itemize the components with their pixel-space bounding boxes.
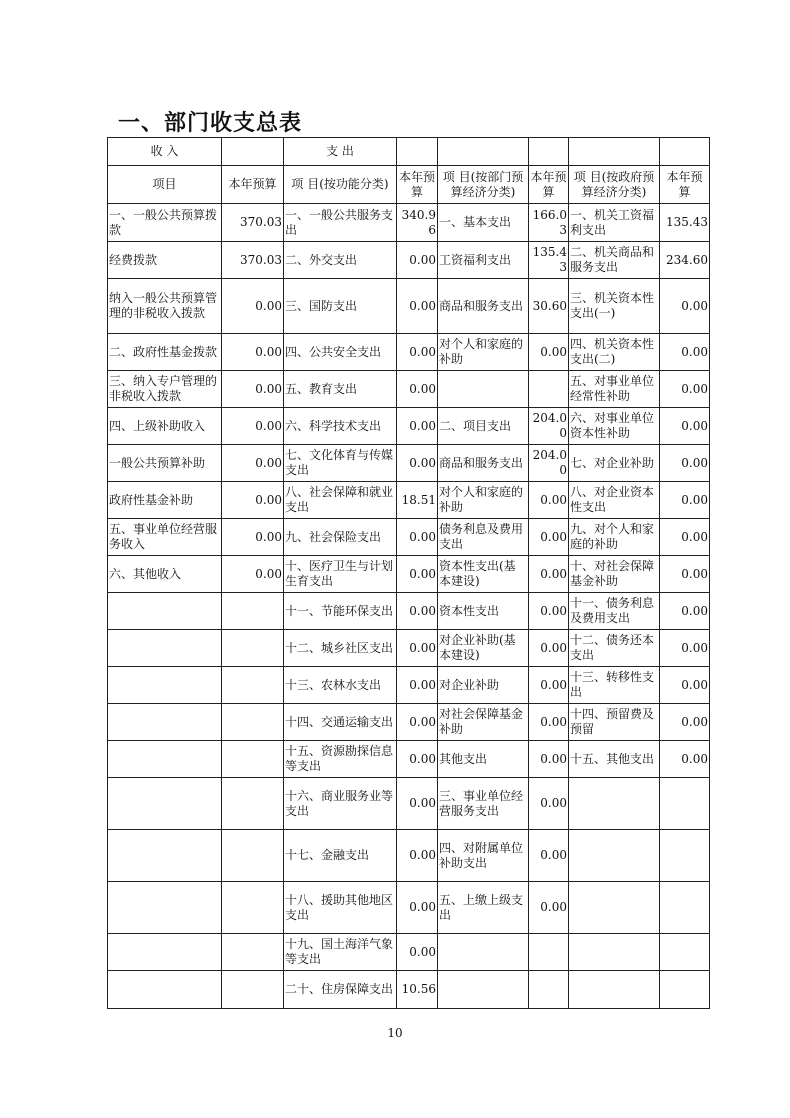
table-row: [108, 934, 710, 971]
item-cell: 十、医疗卫生与计划生育支出: [284, 556, 397, 593]
budget-cell: [222, 667, 284, 704]
item-cell: 政府性基金补助: [108, 482, 222, 519]
budget-cell: [660, 778, 710, 830]
budget-cell: 0.00: [660, 667, 710, 704]
item-cell: [438, 371, 529, 408]
budget-summary-table: [107, 137, 710, 1009]
item-cell: 十二、债务还本支出: [569, 630, 660, 667]
budget-cell: [660, 830, 710, 882]
item-cell: 六、对事业单位资本性补助: [569, 408, 660, 445]
budget-cell: 340.96: [397, 204, 438, 242]
budget-cell: 135.43: [529, 242, 569, 279]
budget-cell: 0.00: [397, 408, 438, 445]
table-row: [108, 556, 710, 593]
table-row: [108, 242, 710, 279]
table-row: [108, 971, 710, 1009]
item-cell: 七、对企业补助: [569, 445, 660, 482]
item-cell: [438, 934, 529, 971]
item-cell: [569, 830, 660, 882]
budget-cell: 0.00: [222, 556, 284, 593]
budget-cell: 0.00: [529, 334, 569, 371]
item-cell: 债务利息及费用支出: [438, 519, 529, 556]
item-cell: 商品和服务支出: [438, 279, 529, 334]
item-cell: 十六、商业服务业等支出: [284, 778, 397, 830]
item-cell: 十三、农林水支出: [284, 667, 397, 704]
item-cell: 四、上级补助收入: [108, 408, 222, 445]
item-cell: 对个人和家庭的补助: [438, 334, 529, 371]
budget-cell: [529, 934, 569, 971]
item-cell: 一、基本支出: [438, 204, 529, 242]
item-cell: 五、上缴上级支出: [438, 882, 529, 934]
item-cell: 八、社会保障和就业支出: [284, 482, 397, 519]
col-func: 项 目(按功能分类): [284, 166, 397, 204]
budget-cell: 0.00: [222, 445, 284, 482]
item-cell: 六、科学技术支出: [284, 408, 397, 445]
item-cell: 五、对事业单位经常性补助: [569, 371, 660, 408]
budget-cell: 30.60: [529, 279, 569, 334]
item-cell: 十一、债务利息及费用支出: [569, 593, 660, 630]
item-cell: 十、对社会保障基金补助: [569, 556, 660, 593]
table-row: [108, 482, 710, 519]
item-cell: 对企业补助(基本建设): [438, 630, 529, 667]
table-row: [108, 882, 710, 934]
budget-cell: [222, 630, 284, 667]
budget-cell: 0.00: [397, 830, 438, 882]
budget-cell: 0.00: [660, 334, 710, 371]
budget-cell: 0.00: [660, 593, 710, 630]
budget-cell: [222, 830, 284, 882]
table-row: [108, 667, 710, 704]
item-cell: [569, 971, 660, 1009]
table-row: [108, 830, 710, 882]
table-row: [108, 519, 710, 556]
item-cell: [108, 741, 222, 778]
item-cell: [569, 882, 660, 934]
item-cell: 十四、预留费及预留: [569, 704, 660, 741]
item-cell: 纳入一般公共预算管理的非税收入拨款: [108, 279, 222, 334]
item-cell: 三、国防支出: [284, 279, 397, 334]
budget-cell: 0.00: [397, 519, 438, 556]
item-cell: [108, 830, 222, 882]
budget-cell: 0.00: [397, 593, 438, 630]
budget-cell: [660, 882, 710, 934]
table-row: [108, 741, 710, 778]
budget-cell: 0.00: [397, 334, 438, 371]
budget-cell: 0.00: [397, 279, 438, 334]
item-cell: 四、公共安全支出: [284, 334, 397, 371]
budget-cell: 0.00: [529, 830, 569, 882]
column-header-row: [108, 166, 710, 204]
item-cell: [108, 971, 222, 1009]
table-body: [108, 204, 710, 1009]
budget-cell: [660, 934, 710, 971]
item-cell: 十一、节能环保支出: [284, 593, 397, 630]
item-cell: 十二、城乡社区支出: [284, 630, 397, 667]
item-cell: 八、对企业资本性支出: [569, 482, 660, 519]
budget-cell: [222, 971, 284, 1009]
item-cell: 五、事业单位经营服务收入: [108, 519, 222, 556]
budget-cell: 0.00: [660, 279, 710, 334]
item-cell: [108, 778, 222, 830]
budget-cell: 0.00: [660, 741, 710, 778]
page-title: 一、部门收支总表: [118, 111, 303, 136]
item-cell: 二、外交支出: [284, 242, 397, 279]
item-cell: 一、机关工资福利支出: [569, 204, 660, 242]
budget-cell: 0.00: [397, 704, 438, 741]
item-cell: 对企业补助: [438, 667, 529, 704]
budget-cell: 0.00: [397, 371, 438, 408]
budget-cell: 0.00: [397, 242, 438, 279]
table-row: [108, 334, 710, 371]
budget-cell: 0.00: [660, 556, 710, 593]
item-cell: [108, 882, 222, 934]
budget-cell: [222, 593, 284, 630]
table-row: [108, 204, 710, 242]
item-cell: 其他支出: [438, 741, 529, 778]
income-header: 收 入: [108, 138, 222, 166]
table-row: [108, 279, 710, 334]
item-cell: 十四、交通运输支出: [284, 704, 397, 741]
item-cell: [108, 630, 222, 667]
item-cell: 十九、国土海洋气象等支出: [284, 934, 397, 971]
item-cell: 二十、住房保障支出: [284, 971, 397, 1009]
budget-cell: 0.00: [397, 667, 438, 704]
table-row: [108, 778, 710, 830]
item-cell: 一般公共预算补助: [108, 445, 222, 482]
budget-cell: 10.56: [397, 971, 438, 1009]
budget-cell: 0.00: [397, 556, 438, 593]
budget-cell: 0.00: [660, 704, 710, 741]
budget-cell: 0.00: [660, 630, 710, 667]
budget-cell: [222, 882, 284, 934]
item-cell: 二、机关商品和服务支出: [569, 242, 660, 279]
budget-cell: 0.00: [660, 408, 710, 445]
item-cell: 九、社会保险支出: [284, 519, 397, 556]
budget-cell: [222, 741, 284, 778]
item-cell: [569, 778, 660, 830]
budget-cell: [529, 371, 569, 408]
item-cell: 四、机关资本性支出(二): [569, 334, 660, 371]
budget-cell: 370.03: [222, 242, 284, 279]
budget-cell: 0.00: [529, 704, 569, 741]
item-cell: 二、项目支出: [438, 408, 529, 445]
budget-cell: 370.03: [222, 204, 284, 242]
item-cell: 十七、金融支出: [284, 830, 397, 882]
budget-cell: [222, 934, 284, 971]
item-cell: [108, 593, 222, 630]
budget-cell: 0.00: [397, 630, 438, 667]
budget-cell: 0.00: [660, 519, 710, 556]
budget-cell: 0.00: [222, 371, 284, 408]
budget-cell: 204.00: [529, 408, 569, 445]
budget-cell: 18.51: [397, 482, 438, 519]
item-cell: [108, 667, 222, 704]
budget-cell: 0.00: [529, 630, 569, 667]
budget-cell: 0.00: [529, 482, 569, 519]
col-budget: 本年预算: [660, 166, 710, 204]
item-cell: 三、纳入专户管理的非税收入拨款: [108, 371, 222, 408]
col-budget: 本年预算: [397, 166, 438, 204]
item-cell: [569, 934, 660, 971]
budget-cell: 0.00: [397, 741, 438, 778]
item-cell: 资本性支出(基本建设): [438, 556, 529, 593]
table-row: [108, 371, 710, 408]
col-budget: 本年预算: [529, 166, 569, 204]
budget-cell: 0.00: [529, 778, 569, 830]
budget-cell: 0.00: [529, 556, 569, 593]
item-cell: [438, 971, 529, 1009]
table-row: [108, 408, 710, 445]
item-cell: 五、教育支出: [284, 371, 397, 408]
budget-cell: 0.00: [529, 519, 569, 556]
item-cell: 商品和服务支出: [438, 445, 529, 482]
col-budget: 本年预算: [222, 166, 284, 204]
col-gov: 项 目(按政府预算经济分类): [569, 166, 660, 204]
item-cell: 对社会保障基金补助: [438, 704, 529, 741]
table-row: [108, 630, 710, 667]
budget-cell: 166.03: [529, 204, 569, 242]
item-cell: 六、其他收入: [108, 556, 222, 593]
item-cell: [108, 704, 222, 741]
item-cell: 经费拨款: [108, 242, 222, 279]
table-row: [108, 593, 710, 630]
budget-cell: [660, 971, 710, 1009]
col-dept: 项 目(按部门预算经济分类): [438, 166, 529, 204]
budget-cell: 0.00: [222, 279, 284, 334]
budget-cell: 0.00: [529, 882, 569, 934]
item-cell: 十五、资源勘探信息等支出: [284, 741, 397, 778]
budget-cell: 0.00: [222, 482, 284, 519]
expense-header: 支 出: [284, 138, 397, 166]
item-cell: 三、机关资本性支出(一): [569, 279, 660, 334]
budget-cell: 234.60: [660, 242, 710, 279]
item-cell: 四、对附属单位补助支出: [438, 830, 529, 882]
budget-cell: 0.00: [529, 667, 569, 704]
budget-cell: 0.00: [660, 371, 710, 408]
item-cell: 一、一般公共服务支出: [284, 204, 397, 242]
budget-cell: 0.00: [529, 593, 569, 630]
budget-cell: 0.00: [660, 445, 710, 482]
item-cell: 九、对个人和家庭的补助: [569, 519, 660, 556]
section-header-row: [108, 138, 710, 166]
budget-cell: [529, 971, 569, 1009]
table-row: [108, 445, 710, 482]
budget-cell: 135.43: [660, 204, 710, 242]
item-cell: 对个人和家庭的补助: [438, 482, 529, 519]
item-cell: 工资福利支出: [438, 242, 529, 279]
item-cell: 三、事业单位经营服务支出: [438, 778, 529, 830]
budget-cell: 0.00: [222, 408, 284, 445]
budget-cell: [222, 778, 284, 830]
budget-cell: [222, 704, 284, 741]
budget-cell: 0.00: [660, 482, 710, 519]
budget-cell: 0.00: [222, 334, 284, 371]
table-row: [108, 704, 710, 741]
item-cell: 一、一般公共预算拨款: [108, 204, 222, 242]
item-cell: 十五、其他支出: [569, 741, 660, 778]
budget-cell: 204.00: [529, 445, 569, 482]
budget-cell: 0.00: [222, 519, 284, 556]
budget-cell: 0.00: [397, 934, 438, 971]
item-cell: 十三、转移性支出: [569, 667, 660, 704]
item-cell: 七、文化体育与传媒支出: [284, 445, 397, 482]
item-cell: 二、政府性基金拨款: [108, 334, 222, 371]
item-cell: 资本性支出: [438, 593, 529, 630]
budget-cell: 0.00: [397, 882, 438, 934]
item-cell: [108, 934, 222, 971]
col-item: 项目: [108, 166, 222, 204]
budget-cell: 0.00: [397, 445, 438, 482]
item-cell: 十八、援助其他地区支出: [284, 882, 397, 934]
page-number: 10: [387, 1026, 403, 1040]
budget-cell: 0.00: [397, 778, 438, 830]
budget-cell: 0.00: [529, 741, 569, 778]
